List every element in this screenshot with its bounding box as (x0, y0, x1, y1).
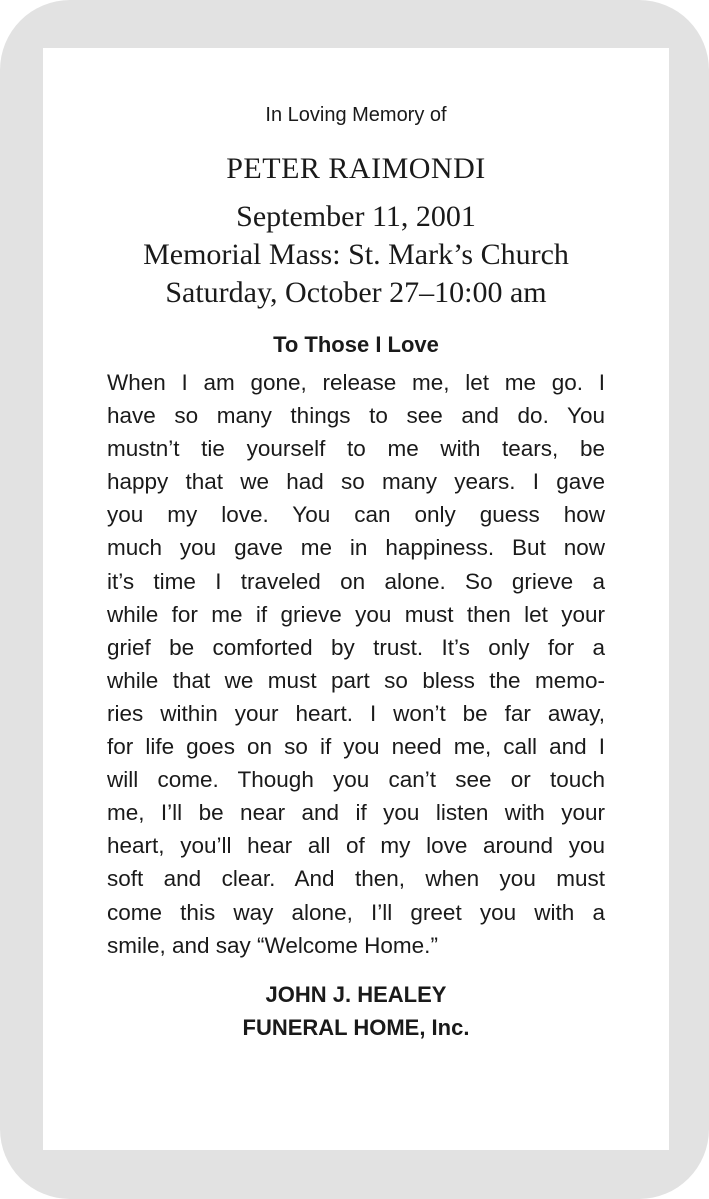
date-of-passing: September 11, 2001 (236, 200, 476, 233)
poem-line: will come. Though you can’t see or touch (107, 767, 605, 793)
funeral-home-name: JOHN J. HEALEY (265, 982, 447, 1007)
poem-line: you my love. You can only guess how (107, 502, 605, 528)
poem-line: When I am gone, release me, let me go. I (107, 370, 605, 395)
memorial-card (43, 48, 669, 1150)
poem-line: it’s time I traveled on alone. So grieve a (107, 568, 605, 594)
poem-line: while that we must part so bless the memo- (107, 667, 605, 693)
poem-body (107, 366, 605, 962)
poem-line: come this way alone, I’ll greet you with a (107, 899, 605, 925)
poem-line: soft and clear. And then, when you must (107, 866, 605, 892)
poem-line: heart, you’ll hear all of my love around you (107, 833, 605, 859)
intro-text: In Loving Memory of (265, 104, 447, 126)
deceased-name: PETER RAIMONDI (226, 152, 486, 185)
poem-line: while for me if grieve you must then let your (107, 601, 605, 627)
poem-line: mustn’t tie yourself to me with tears, be (107, 436, 605, 462)
poem-line: much you gave me in happiness. But now (107, 535, 605, 561)
poem-line: have so many things to see and do. You (107, 403, 605, 429)
poem-line: for life goes on so if you need me, call and I (107, 734, 605, 760)
memorial-mass-location: Memorial Mass: St. Mark’s Church (143, 238, 569, 271)
service-time: Saturday, October 27–10:00 am (165, 276, 547, 309)
poem-line: grief be comforted by trust. It’s only for a (107, 634, 605, 660)
poem-line: smile, and say “Welcome Home.” (107, 932, 438, 958)
poem-line: ries within your heart. I won’t be far away, (107, 700, 605, 726)
funeral-home-suffix: FUNERAL HOME, Inc. (242, 1015, 470, 1040)
poem-line: happy that we had so many years. I gave (107, 469, 605, 495)
poem-line: me, I’ll be near and if you listen with your (107, 800, 605, 826)
poem-title: To Those I Love (273, 332, 439, 357)
